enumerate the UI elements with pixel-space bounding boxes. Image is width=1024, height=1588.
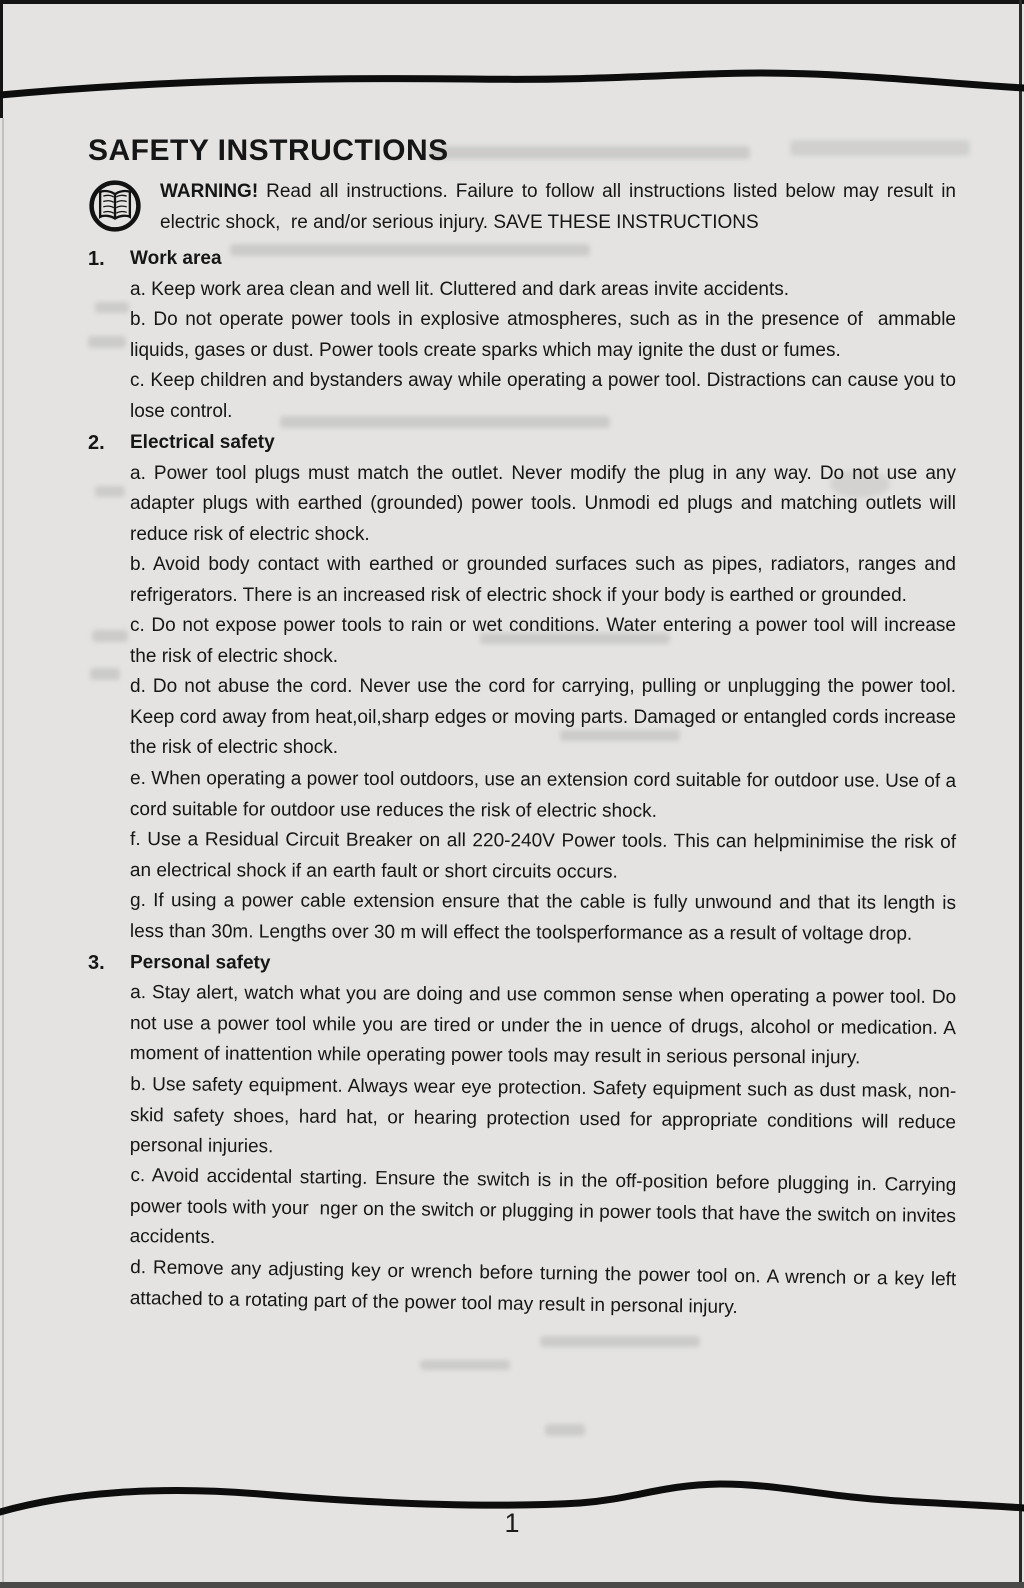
instruction-item: f. Use a Residual Circuit Breaker on all 220-240V Power tools. This can helpminimise the risk of an electrical shock if an earth fault or short circuits occurs. (129, 828, 962, 882)
instruction-item: d. Do not abuse the cord. Never use the cord for carrying, pulling or unplugging the power tool. Keep cord away from heat,oil,sharp edges or moving parts. Damaged or entangled cords increase the risk of electric shock. (130, 676, 962, 758)
warning-block (88, 176, 962, 238)
warning-body: Read all instructions. Failure to follow all instructions listed below may result in electric shock, re and/or serious injury. SAVE THESE INSTRUCTIONS (160, 181, 962, 233)
section-number: 2. (88, 432, 105, 454)
scan-left-shadow (2, 118, 4, 1582)
instruction-item: g. If using a power cable extension ensure that the cable is fully unwound and that its length is less than 30m. Lengths over 30 m will effect the toolsperformance as a result of voltage drop. (129, 889, 962, 944)
bleed-smudge (545, 1424, 585, 1436)
section-heading: Electrical safety (130, 432, 275, 453)
section-number: 3. (88, 951, 105, 974)
scan-right-edge (1019, 0, 1022, 1588)
page-number: 1 (504, 1508, 520, 1538)
instruction-item: b. Do not operate power tools in explosive atmospheres, such as in the presence of ammable liquids, gases or dust. Power tools create sparks which may ignite the dust or fumes. (130, 309, 962, 361)
scan-top-edge (0, 0, 1024, 4)
scan-bottom-edge (0, 1582, 1024, 1588)
document-page (88, 134, 962, 1318)
instruction-item: a. Stay alert, watch what you are doing and use common sense when operating a power tool. Do not use a power tool while you are tired or under the in uence of drugs, alcohol or medication. A moment of inattention while operating power tools may result in serious personal injury. (129, 982, 962, 1069)
section-heading: Personal safety (129, 951, 271, 973)
section-work-area (88, 244, 962, 427)
warning-paragraph (160, 176, 962, 238)
section-heading: Work area (130, 248, 222, 269)
instruction-item: b. Avoid body contact with earthed or grounded surfaces such as pipes, radiators, ranges and refrigerators. There is an increased risk of electric shock if your body is earthed or grounded. (130, 554, 962, 606)
instruction-item: c. Avoid accidental starting. Ensure the switch is in the off-position before plugging in. Carrying power tools with your nger on the switch or plugging in power tools that have the switch on invites accidents. (129, 1165, 962, 1249)
top-horizontal-rule (0, 58, 1024, 110)
instruction-item: e. When operating a power tool outdoors, use an extension cord suitable for outdoor use. Use of a cord suitable for outdoor use reduces the risk of electric shock. (129, 767, 962, 821)
section-electrical-safety (88, 428, 962, 947)
warning-label: WARNING! (160, 181, 259, 202)
section-personal-safety (88, 948, 962, 1318)
instruction-item: c. Keep children and bystanders away while operating a power tool. Distractions can cause you to lose control. (130, 370, 962, 422)
section-number: 1. (88, 248, 105, 270)
page-title: SAFETY INSTRUCTIONS (88, 134, 449, 167)
instruction-item: c. Do not expose power tools to rain or wet conditions. Water entering a power tool will increase the risk of electric shock. (130, 615, 962, 667)
instruction-item: b. Use safety equipment. Always wear eye protection. Safety equipment such as dust mask, non-skid safety shoes, hard hat, or hearing protection used for appropriate conditions will reduce personal injuries. (129, 1073, 962, 1157)
instruction-item: a. Keep work area clean and well lit. Cluttered and dark areas invite accidents. (130, 278, 790, 300)
bleed-smudge (420, 1360, 510, 1370)
instruction-item: d. Remove any adjusting key or wrench before turning the power tool on. A wrench or a key left attached to a rotating part of the power tool may result in personal injury. (129, 1256, 962, 1318)
bleed-smudge (540, 1336, 700, 1347)
open-book-icon (88, 178, 142, 234)
instruction-item: a. Power tool plugs must match the outlet. Never modify the plug in any way. Do not use any adapter plugs with earthed (grounded) power tools. Unmodi ed plugs and matching outlets will reduce risk of electric shock. (130, 462, 962, 545)
